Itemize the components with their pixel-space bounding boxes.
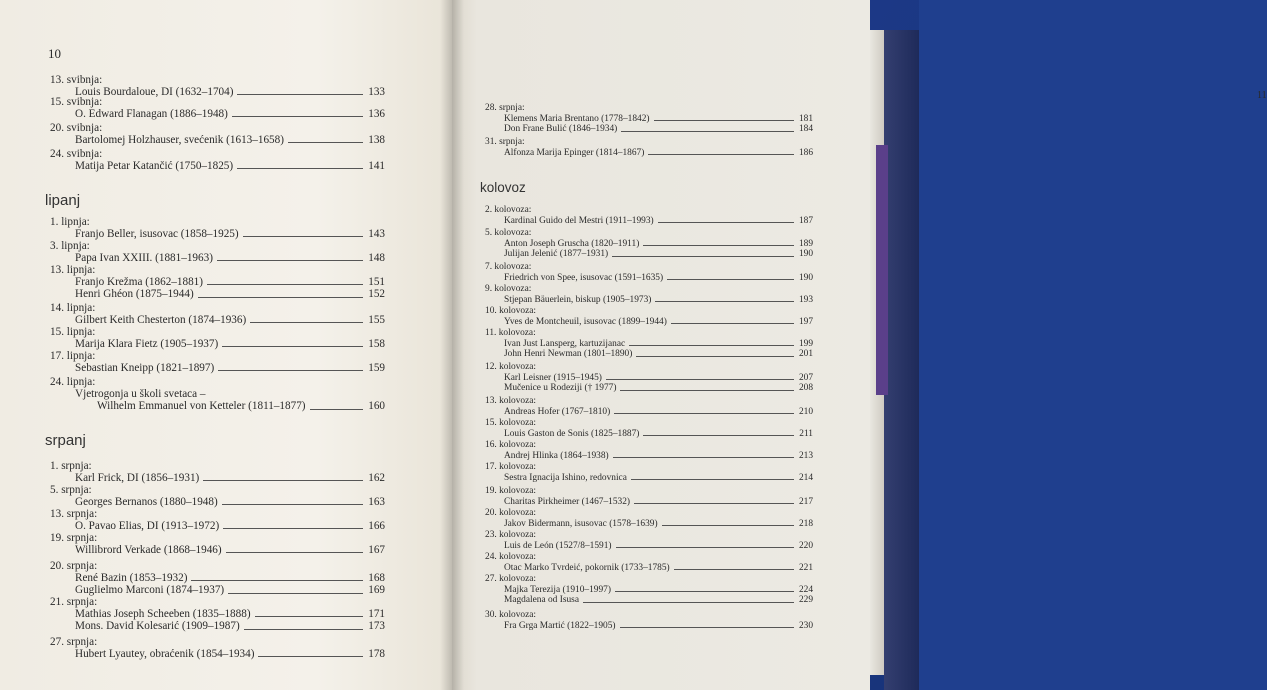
- entry-name: Louis Bourdaloue, DI (1632–1704): [75, 86, 234, 99]
- toc-row: [504, 429, 813, 440]
- entry-page-number: 143: [368, 228, 385, 241]
- toc-entry: [485, 418, 813, 439]
- entry-date: 20. srpnja:: [50, 560, 98, 572]
- leader-line: [629, 345, 794, 346]
- leader-line: [258, 656, 363, 657]
- entry-name: Stjepan Bäuerlein, biskup (1905–1973): [504, 294, 652, 305]
- leader-line: [643, 435, 794, 436]
- entry-page-number: 224: [798, 584, 813, 595]
- entry-date: 3. lipnja:: [50, 240, 90, 252]
- entry-date: 20. svibnja:: [50, 122, 103, 134]
- entry-name: Don Frane Bulić (1846–1934): [504, 124, 618, 134]
- entry-name: Alfonza Marija Epinger (1814–1867): [504, 147, 645, 158]
- entry-date: 1. lipnja:: [50, 216, 90, 228]
- entry-date: 9. kolovoza:: [485, 284, 532, 294]
- entry-date: 13. lipnja:: [50, 264, 96, 276]
- entry-name: Wilhelm Emmanuel von Ketteler (1811–1877): [97, 400, 306, 413]
- toc-entry: [50, 508, 385, 532]
- entry-name: Magdalena od Isusa: [504, 595, 579, 605]
- entry-page-number: 189: [798, 238, 813, 249]
- entry-name: Andrej Hlinka (1864–1938): [504, 450, 609, 461]
- page-number: 11: [1257, 90, 1267, 101]
- entry-name: Papa Ivan XXIII. (1881–1963): [75, 252, 213, 265]
- entry-name: Franjo Krežma (1862–1881): [75, 276, 204, 289]
- entry-page-number: 229: [798, 595, 813, 605]
- toc-row: [504, 451, 813, 462]
- entry-name: Andreas Hofer (1767–1810): [504, 406, 611, 417]
- entry-page-number: 166: [368, 520, 385, 533]
- entry-page-number: 208: [798, 383, 813, 393]
- toc-entry: [485, 328, 813, 360]
- leader-line: [237, 168, 363, 169]
- toc-entry: [50, 240, 385, 264]
- leader-line: [655, 301, 794, 302]
- toc-row: [504, 148, 813, 159]
- leader-line: [658, 222, 794, 223]
- leader-line: [671, 323, 794, 324]
- entry-name: Bartolomej Holzhauser, svećenik (1613–1658): [75, 134, 284, 147]
- bookmark-ribbon: [876, 145, 888, 395]
- entry-name: Mathias Joseph Scheeben (1835–1888): [75, 608, 251, 621]
- leader-line: [613, 457, 794, 458]
- entry-name: Klemens Maria Brentano (1778–1842): [504, 113, 650, 124]
- toc-row: [504, 317, 813, 328]
- entry-page-number: 218: [798, 518, 813, 529]
- entry-page-number: 221: [798, 562, 813, 573]
- toc-entry: [485, 440, 813, 461]
- entry-name: Marija Klara Fietz (1905–1937): [75, 338, 219, 351]
- toc-row: [504, 249, 813, 260]
- toc-entry: [485, 508, 813, 529]
- toc-row: [504, 216, 813, 227]
- entry-name: Willibrord Verkade (1868–1946): [75, 544, 222, 557]
- entry-date: 17. lipnja:: [50, 350, 96, 362]
- entry-date: 13. svibnja:: [50, 74, 103, 86]
- toc-entry: [50, 122, 385, 146]
- entry-date: 17. kolovoza:: [485, 462, 537, 472]
- entry-page-number: 207: [798, 372, 813, 383]
- entry-date: 13. srpnja:: [50, 508, 98, 520]
- entry-page-number: 168: [368, 572, 385, 585]
- leader-line: [674, 569, 794, 570]
- leader-line: [226, 552, 364, 553]
- entry-name: Anton Joseph Gruscha (1820–1911): [504, 238, 640, 249]
- toc-row: [75, 252, 385, 264]
- toc-entry: [50, 636, 385, 660]
- entry-date: 19. srpnja:: [50, 532, 98, 544]
- entry-name: Kardinal Guido del Mestri (1911–1993): [504, 215, 654, 226]
- leader-line: [222, 346, 363, 347]
- toc-row: [504, 595, 813, 606]
- entry-page-number: 217: [798, 496, 813, 507]
- toc-entry: [485, 574, 813, 606]
- toc-entry: [50, 532, 385, 556]
- leader-line: [222, 504, 364, 505]
- toc-entry: [485, 462, 813, 483]
- entry-name: Otac Marko Tvrdeić, pokornik (1733–1785): [504, 562, 670, 573]
- leader-line: [631, 479, 794, 480]
- entry-name: Vjetrogonja u školi svetaca –: [75, 388, 206, 401]
- entry-page-number: 167: [368, 544, 385, 557]
- book-cover-spine: [884, 30, 919, 690]
- entry-page-number: 163: [368, 496, 385, 509]
- entry-page-number: 178: [368, 648, 385, 661]
- toc-row: [504, 239, 813, 250]
- toc-entry: [485, 228, 813, 260]
- leader-line: [288, 142, 363, 143]
- entry-date: 23. kolovoza:: [485, 530, 537, 540]
- toc-row: [75, 608, 385, 620]
- leader-line: [203, 480, 363, 481]
- entry-date: 5. srpnja:: [50, 484, 92, 496]
- entry-name: Henri Ghéon (1875–1944): [75, 288, 194, 301]
- leader-line: [614, 413, 794, 414]
- entry-page-number: 152: [368, 288, 385, 301]
- entry-page-number: 220: [798, 540, 813, 551]
- entry-page-number: 169: [368, 584, 385, 597]
- entry-name: Guglielmo Marconi (1874–1937): [75, 584, 225, 597]
- entry-date: 20. kolovoza:: [485, 508, 537, 518]
- leader-line: [620, 627, 794, 628]
- leader-line: [207, 284, 363, 285]
- toc-row: [75, 584, 385, 596]
- entry-page-number: 181: [798, 113, 813, 124]
- toc-row: [75, 276, 385, 288]
- toc-row: [75, 572, 385, 584]
- toc-row: [504, 349, 813, 360]
- entry-date: 24. lipnja:: [50, 376, 96, 388]
- toc-row: [504, 621, 813, 632]
- month-heading: srpanj: [45, 432, 86, 449]
- toc-row: [504, 585, 813, 596]
- leader-line: [243, 236, 364, 237]
- entry-page-number: 187: [798, 215, 813, 226]
- toc-row: [504, 541, 813, 552]
- leader-line: [634, 503, 794, 504]
- entry-name: Yves de Montcheuil, isusovac (1899–1944): [504, 316, 667, 327]
- entry-name: Karl Frick, DI (1856–1931): [75, 472, 200, 485]
- leader-line: [250, 322, 363, 323]
- entry-date: 15. kolovoza:: [485, 418, 537, 428]
- toc-entry: [485, 362, 813, 394]
- toc-row: [504, 339, 813, 350]
- toc-entry: [485, 137, 813, 158]
- leader-line: [662, 525, 794, 526]
- toc-entry: [485, 552, 813, 573]
- entry-date: 24. kolovoza:: [485, 552, 537, 562]
- entry-name: Luis de León (1527/8–1591): [504, 540, 612, 551]
- entry-date: 21. srpnja:: [50, 596, 98, 608]
- entry-date: 12. kolovoza:: [485, 362, 537, 372]
- entry-date: 16. kolovoza:: [485, 440, 537, 450]
- entry-name: O. Edward Flanagan (1886–1948): [75, 108, 228, 121]
- entry-date: 28. srpnja:: [485, 103, 525, 113]
- leader-line: [232, 116, 363, 117]
- entry-date: 27. srpnja:: [50, 636, 98, 648]
- toc-entry: [485, 103, 813, 135]
- entry-name: Sestra Ignacija Ishino, redovnica: [504, 472, 627, 483]
- entry-page-number: 151: [368, 276, 385, 289]
- entry-page-number: 148: [368, 252, 385, 265]
- toc-row: [504, 273, 813, 284]
- leader-line: [198, 297, 364, 298]
- entry-name: Louis Gaston de Sonis (1825–1887): [504, 428, 640, 439]
- entry-page-number: 186: [798, 147, 813, 158]
- leader-line: [218, 370, 363, 371]
- toc-entry: [50, 302, 385, 326]
- leader-line: [636, 356, 794, 357]
- toc-row: [504, 497, 813, 508]
- entry-date: 30. kolovoza:: [485, 610, 537, 620]
- toc-row: [75, 314, 385, 326]
- entry-page-number: 210: [798, 406, 813, 417]
- entry-page-number: 230: [798, 620, 813, 631]
- toc-entry: [50, 264, 385, 301]
- toc-row: [75, 134, 385, 146]
- toc-row: [75, 544, 385, 556]
- entry-date: 10. kolovoza:: [485, 306, 537, 316]
- entry-page-number: 197: [798, 316, 813, 327]
- leader-line: [310, 409, 364, 410]
- entry-name: Gilbert Keith Chesterton (1874–1936): [75, 314, 247, 327]
- entry-page-number: 133: [368, 86, 385, 99]
- toc-entry: [50, 74, 385, 98]
- toc-entry: [50, 596, 385, 633]
- leader-line: [583, 602, 794, 603]
- entry-date: 15. svibnja:: [50, 96, 103, 108]
- entry-name: René Bazin (1853–1932): [75, 572, 188, 585]
- entry-date: 24. svibnja:: [50, 148, 103, 160]
- entry-page-number: 193: [798, 294, 813, 305]
- toc-row: [504, 407, 813, 418]
- entry-page-number: 171: [368, 608, 385, 621]
- leader-line: [244, 629, 364, 630]
- toc-row: [75, 648, 385, 660]
- toc-row: [504, 124, 813, 135]
- entry-date: 31. srpnja:: [485, 137, 525, 147]
- leader-line: [667, 279, 794, 280]
- leader-line: [654, 120, 794, 121]
- leader-line: [648, 154, 794, 155]
- right-page: [452, 0, 1267, 690]
- entry-date: 2. kolovoza:: [485, 205, 532, 215]
- leader-line: [615, 591, 794, 592]
- entry-name: Majka Terezija (1910–1997): [504, 584, 611, 595]
- toc-row: [75, 520, 385, 532]
- toc-row: [75, 160, 385, 172]
- toc-row: [504, 295, 813, 306]
- toc-row: [504, 383, 813, 394]
- entry-date: 15. lipnja:: [50, 326, 96, 338]
- leader-line: [606, 379, 794, 380]
- entry-name: Julijan Jelenić (1877–1931): [504, 249, 609, 259]
- entry-page-number: 159: [368, 362, 385, 375]
- entry-name: Mons. David Kolesarić (1909–1987): [75, 620, 240, 633]
- entry-name: John Henri Newman (1801–1890): [504, 349, 633, 359]
- entry-name: Mučenice u Rodeziji († 1977): [504, 383, 617, 393]
- leader-line: [620, 390, 793, 391]
- entry-page-number: 173: [368, 620, 385, 633]
- entry-page-number: 155: [368, 314, 385, 327]
- toc-row: [504, 519, 813, 530]
- toc-row: [75, 288, 385, 300]
- toc-entry: [50, 484, 385, 508]
- toc-entry: [50, 326, 385, 350]
- month-heading: lipanj: [45, 192, 81, 209]
- toc-entry: [485, 262, 813, 283]
- toc-entry: [50, 96, 385, 120]
- entry-page-number: 213: [798, 450, 813, 461]
- toc-row: [504, 563, 813, 574]
- toc-row: [75, 108, 385, 120]
- toc-entry: [50, 216, 385, 240]
- toc-row: [75, 496, 385, 508]
- entry-page-number: 136: [368, 108, 385, 121]
- toc-entry: [50, 460, 385, 484]
- entry-page-number: 162: [368, 472, 385, 485]
- toc-row: [504, 114, 813, 125]
- toc-entry: [485, 306, 813, 327]
- entry-name: Georges Bernanos (1880–1948): [75, 496, 218, 509]
- entry-name: O. Pavao Elias, DI (1913–1972): [75, 520, 220, 533]
- toc-row: [97, 400, 385, 412]
- entry-date: 19. kolovoza:: [485, 486, 537, 496]
- left-page: [0, 0, 452, 690]
- entry-name: Franjo Beller, isusovac (1858–1925): [75, 228, 239, 241]
- toc-entry: [50, 376, 385, 413]
- leader-line: [191, 580, 363, 581]
- leader-line: [223, 528, 363, 529]
- leader-line: [255, 616, 364, 617]
- entry-page-number: 184: [798, 124, 813, 134]
- leader-line: [616, 547, 794, 548]
- entry-name: Hubert Lyautey, obraćenik (1854–1934): [75, 648, 255, 661]
- month-heading: kolovoz: [480, 180, 526, 195]
- entry-name: Ivan Just Lansperg, kartuzijanac: [504, 338, 626, 349]
- entry-name: Matija Petar Katančić (1750–1825): [75, 160, 234, 173]
- entry-page-number: 158: [368, 338, 385, 351]
- toc-row: [504, 373, 813, 384]
- toc-entry: [485, 396, 813, 417]
- entry-name: Sebastian Kneipp (1821–1897): [75, 362, 215, 375]
- entry-date: 11. kolovoza:: [485, 328, 536, 338]
- entry-name: Fra Grga Martić (1822–1905): [504, 620, 616, 631]
- entry-date: 13. kolovoza:: [485, 396, 537, 406]
- toc-entry: [50, 560, 385, 597]
- entry-page-number: 214: [798, 472, 813, 483]
- entry-page-number: 201: [798, 349, 813, 359]
- entry-name: Jakov Bidermann, isusovac (1578–1639): [504, 518, 658, 529]
- leader-line: [217, 260, 363, 261]
- entry-date: 5. kolovoza:: [485, 228, 532, 238]
- toc-row: [75, 620, 385, 632]
- leader-line: [643, 245, 794, 246]
- toc-entry: [485, 530, 813, 551]
- entry-page-number: 141: [368, 160, 385, 173]
- toc-entry: [485, 486, 813, 507]
- entry-date: 7. kolovoza:: [485, 262, 532, 272]
- toc-row: [504, 473, 813, 484]
- leader-line: [228, 593, 363, 594]
- toc-row: [75, 472, 385, 484]
- toc-entry: [485, 284, 813, 305]
- toc-entry: [50, 148, 385, 172]
- toc-entry: [485, 610, 813, 631]
- toc-entry: [485, 205, 813, 226]
- entry-date: 1. srpnja:: [50, 460, 92, 472]
- entry-name: Karl Leisner (1915–1945): [504, 372, 602, 383]
- entry-page-number: 160: [368, 400, 385, 413]
- entry-name: Friedrich von Spee, isusovac (1591–1635): [504, 272, 664, 283]
- toc-entry: [50, 350, 385, 374]
- leader-line: [621, 131, 794, 132]
- toc-row: [75, 388, 385, 400]
- entry-date: 14. lipnja:: [50, 302, 96, 314]
- leader-line: [612, 256, 794, 257]
- entry-page-number: 211: [799, 428, 813, 439]
- entry-page-number: 199: [798, 338, 813, 349]
- entry-date: 27. kolovoza:: [485, 574, 537, 584]
- entry-page-number: 190: [798, 249, 813, 259]
- entry-page-number: 138: [368, 134, 385, 147]
- book-gutter: [440, 0, 464, 690]
- page-number: 10: [48, 46, 61, 61]
- toc-row: [75, 362, 385, 374]
- entry-page-number: 190: [798, 272, 813, 283]
- entry-name: Charitas Pirkheimer (1467–1532): [504, 496, 631, 507]
- toc-row: [75, 228, 385, 240]
- toc-row: [75, 338, 385, 350]
